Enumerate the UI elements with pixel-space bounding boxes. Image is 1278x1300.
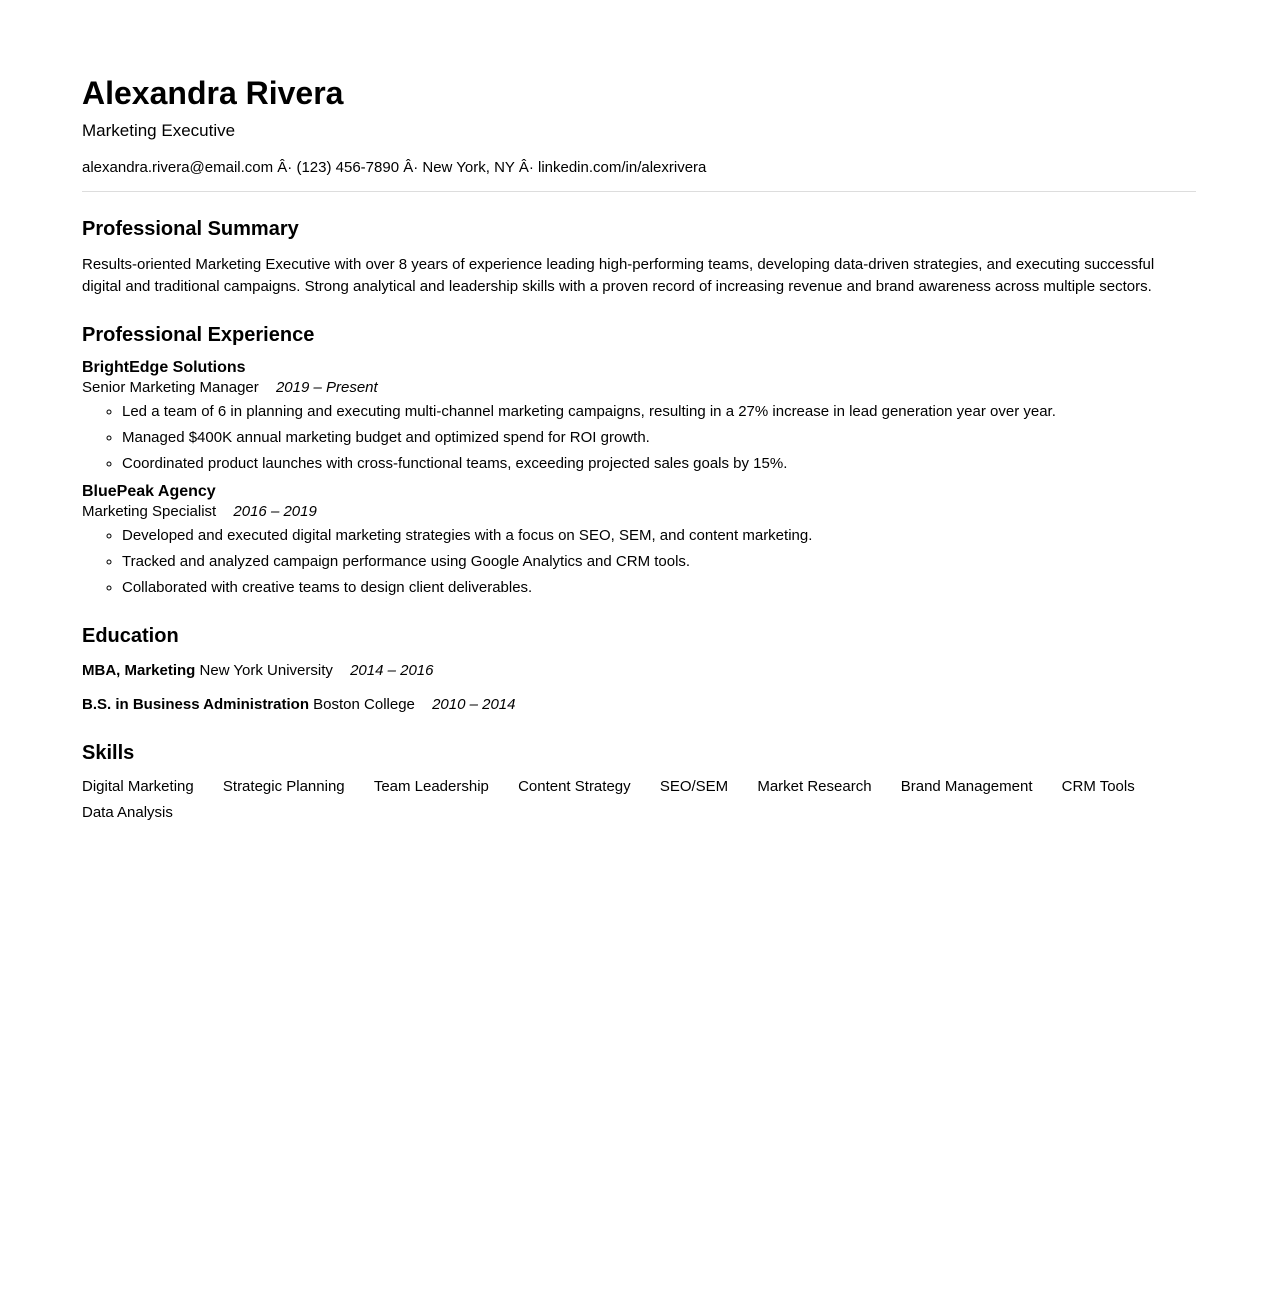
skill-item: Content Strategy	[518, 777, 631, 795]
role-line	[82, 378, 1196, 397]
skill-item: Market Research	[757, 777, 872, 795]
skill-item: Brand Management	[900, 777, 1033, 795]
company-name: BrightEdge Solutions	[82, 358, 246, 376]
skill-item: CRM Tools	[1061, 777, 1135, 795]
role-dates: 2019 – Present	[275, 378, 378, 396]
person-name: Alexandra Rivera	[82, 75, 344, 111]
skills-list	[82, 774, 1196, 826]
bullet-item: ◦ Developed and executed digital marketing strategies with a focus on SEO, SEM, and content marketing.	[122, 525, 1196, 547]
bullet-item: ◦ Led a team of 6 in planning and executing multi-channel marketing campaigns, resulting in a 27% increase in lead generation year over year.	[122, 401, 1196, 423]
summary-text: Results-oriented Marketing Executive with over 8 years of experience leading high-performing teams, developing data-driven strategies, and executing successful digital and traditional campaigns. Strong analytical and leadership skills with a proven record of increasing revenue and brand awareness across multiple sectors.	[82, 255, 1155, 295]
education-dates: 2014 – 2016	[350, 661, 434, 679]
section-skills	[82, 741, 1196, 826]
job-bullet-list	[82, 401, 1196, 475]
job-bullet-list	[82, 525, 1196, 599]
role-title: Senior Marketing Manager	[82, 378, 259, 396]
company-name: BluePeak Agency	[82, 482, 216, 500]
skill-item: SEO/SEM	[659, 777, 729, 795]
school-name: New York University	[199, 661, 333, 679]
experience-heading: Professional Experience	[82, 323, 315, 346]
job-entry	[82, 358, 1196, 475]
degree-name: MBA, Marketing	[82, 661, 196, 679]
bullet-item: ◦ Coordinated product launches with cross-functional teams, exceeding projected sales goals by 15%.	[122, 453, 1196, 475]
degree-name: B.S. in Business Administration	[82, 695, 309, 713]
section-professional-summary	[82, 217, 1196, 298]
section-education	[82, 624, 1196, 716]
person-job-title: Marketing Executive	[82, 121, 236, 141]
resume-header	[82, 74, 1196, 177]
education-entry	[82, 694, 1196, 716]
school-name: Boston College	[313, 695, 415, 713]
bullet-item: ◦ Tracked and analyzed campaign performance using Google Analytics and CRM tools.	[122, 551, 1196, 573]
education-entry	[82, 660, 1196, 682]
education-dates: 2010 – 2014	[432, 695, 516, 713]
contact-line: alexandra.rivera@email.com Â· (123) 456-7890 Â· New York, NY Â· linkedin.com/in/alexrivera	[82, 158, 707, 176]
bullet-item: ◦ Managed $400K annual marketing budget and optimized spend for ROI growth.	[122, 427, 1196, 449]
skill-item: Data Analysis	[82, 803, 173, 821]
section-professional-experience	[82, 323, 1196, 599]
skill-item: Strategic Planning	[222, 777, 345, 795]
bullet-item: ◦ Collaborated with creative teams to design client deliverables.	[122, 577, 1196, 599]
role-line	[82, 502, 1196, 521]
summary-heading: Professional Summary	[82, 217, 299, 240]
skill-item: Team Leadership	[373, 777, 489, 795]
header-divider	[82, 191, 1196, 192]
role-title: Marketing Specialist	[82, 502, 217, 520]
role-dates: 2016 – 2019	[233, 502, 317, 520]
skills-heading: Skills	[82, 741, 135, 764]
job-entry	[82, 482, 1196, 599]
education-heading: Education	[82, 624, 179, 647]
skill-item: Digital Marketing	[82, 777, 194, 795]
